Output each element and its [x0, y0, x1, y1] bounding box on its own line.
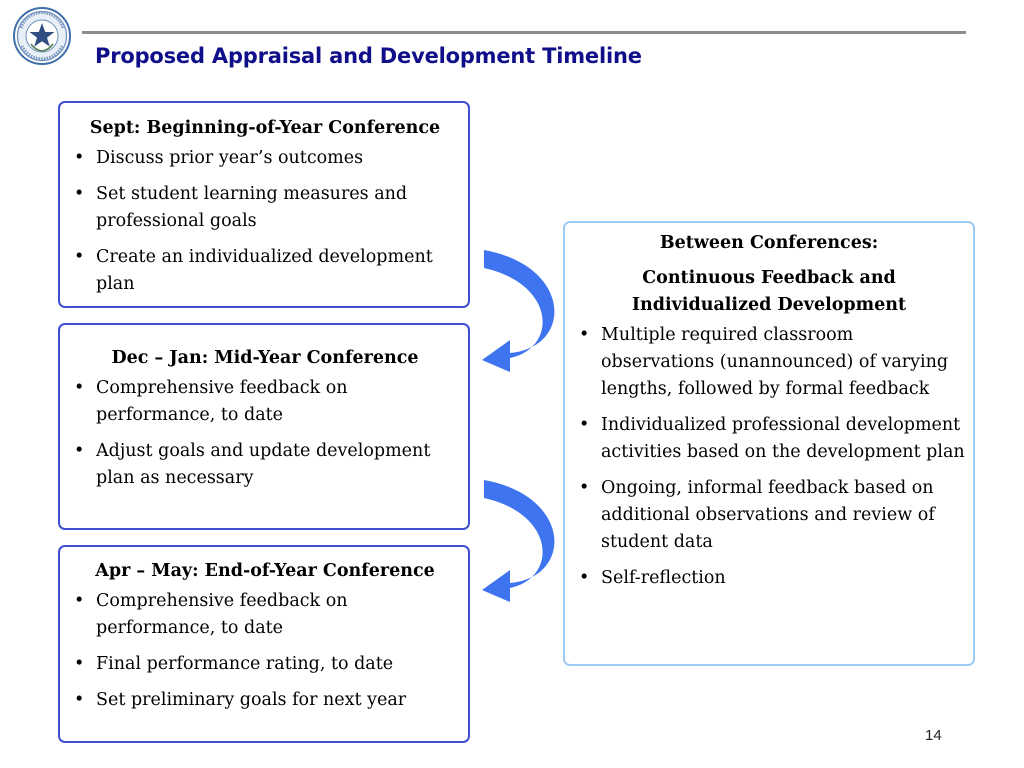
box-between-conferences [563, 221, 975, 666]
curved-arrow-down-icon [478, 474, 558, 604]
list-item [68, 687, 462, 714]
bullet-dot: • [579, 325, 590, 345]
page-title: Proposed Appraisal and Development Timeline [95, 44, 642, 68]
box-mid-year-conference [58, 323, 470, 530]
page-number: 14 [925, 727, 942, 744]
list-item [573, 565, 965, 592]
bullet-dot: • [74, 378, 85, 398]
bullet-dot: • [74, 247, 85, 267]
box-end-of-year-conference [58, 545, 470, 743]
list-item [573, 322, 965, 403]
bullet-dot: • [579, 568, 590, 588]
list-item [573, 412, 965, 466]
box-heading: Apr – May: End-of-Year Conference [95, 561, 435, 581]
list-item-text: Discuss prior year’s outcomes [96, 148, 364, 168]
bullet-list [68, 588, 462, 714]
list-item-text: Comprehensive feedback on performance, to date [96, 591, 348, 638]
box-heading: Between Conferences: [659, 233, 879, 253]
list-item-text: Individualized professional development activities based on the development plan [601, 415, 965, 462]
list-item-text: Set student learning measures and professional goals [96, 184, 408, 231]
list-item [68, 181, 462, 235]
star-seal-icon [12, 6, 72, 66]
bullet-dot: • [579, 415, 590, 435]
bullet-dot: • [74, 184, 85, 204]
box-heading: Dec – Jan: Mid-Year Conference [111, 348, 419, 368]
list-item [68, 588, 462, 642]
bullet-dot: • [74, 654, 85, 674]
list-item-text: Adjust goals and update development plan as necessary [96, 441, 431, 488]
header-rule [82, 31, 966, 34]
box-subheading: Continuous Feedback and Individualized Development [631, 268, 907, 315]
list-item [573, 475, 965, 556]
bullet-dot: • [579, 478, 590, 498]
bullet-dot: • [74, 148, 85, 168]
box-heading: Sept: Beginning-of-Year Conference [89, 118, 441, 138]
bullet-list [573, 322, 965, 592]
list-item [68, 438, 462, 492]
list-item [68, 651, 462, 678]
bullet-dot: • [74, 591, 85, 611]
list-item-text: Create an individualized development plan [96, 247, 433, 294]
list-item-text: Comprehensive feedback on performance, to date [96, 378, 348, 425]
bullet-dot: • [74, 441, 85, 461]
bullet-list [68, 375, 462, 492]
list-item-text: Self-reflection [601, 568, 726, 588]
list-item [68, 244, 462, 298]
bullet-list [68, 145, 462, 298]
list-item-text: Set preliminary goals for next year [96, 690, 407, 710]
list-item-text: Final performance rating, to date [96, 654, 394, 674]
list-item [68, 145, 462, 172]
bullet-dot: • [74, 690, 85, 710]
curved-arrow-down-icon [478, 244, 558, 374]
list-item-text: Ongoing, informal feedback based on additional observations and review of student data [601, 478, 935, 552]
list-item [68, 375, 462, 429]
box-beginning-of-year-conference [58, 101, 470, 308]
list-item-text: Multiple required classroom observations (unannounced) of varying lengths, followed by formal feedback [601, 325, 949, 399]
